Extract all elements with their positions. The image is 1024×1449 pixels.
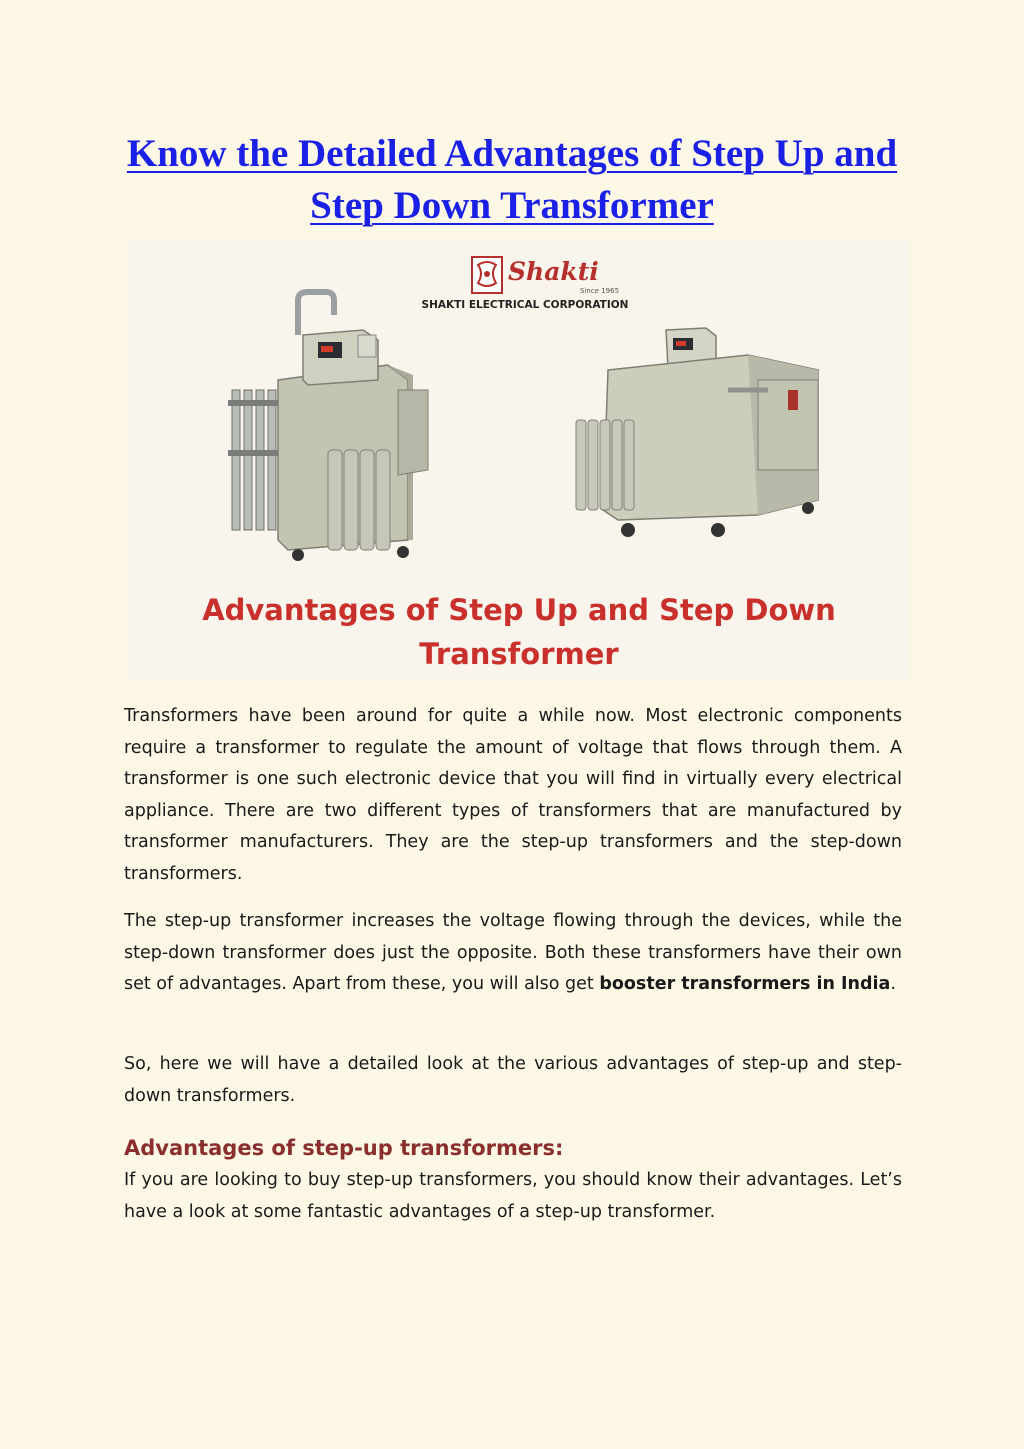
hero-caption: [128, 588, 910, 676]
types-paragraph-text: The step-up transformer increases the voltage flowing through the devices, while the step-down transformer does just the opposite. Both these transformers have their own set of advantages. Apart from these, you will also get: [124, 911, 902, 994]
logo-name: Shakti: [508, 257, 599, 286]
page-title[interactable]: Know the Detailed Advantages of Step Up and Step Down Transformer: [126, 132, 898, 227]
hero-caption-line2: Transformer: [419, 637, 619, 671]
left-transformer: [228, 292, 428, 561]
shakti-logo: [420, 255, 630, 317]
types-paragraph: [124, 906, 902, 1001]
overview-paragraph: So, here we will have a detailed look at the various advantages of step-up and step-down transformers.: [124, 1054, 902, 1106]
right-transformer: [576, 328, 818, 537]
section-heading: Advantages of step-up transformers:: [124, 1136, 564, 1160]
shakti-emblem-icon: [470, 255, 504, 295]
types-paragraph-end: .: [890, 974, 896, 994]
step-up-intro-paragraph: If you are looking to buy step-up transformers, you should know their advantages. Let’s have a look at some fantastic advantages of a step-up transformer.: [124, 1170, 902, 1222]
logo-corporation-name: SHAKTI ELECTRICAL CORPORATION: [421, 299, 629, 311]
logo-since: Since 1965: [580, 287, 620, 295]
intro-paragraph: Transformers have been around for quite a while now. Most electronic components require a transformer to regulate the amount of voltage that flows through them. A transformer is one such electronic device that you will find in virtually every electrical appliance. There are two different types of transformers that are manufactured by transformer manufacturers. They are the step-up transformers and the step-down transformers.: [124, 706, 902, 884]
hero-caption-line1: Advantages of Step Up and Step Down: [202, 593, 836, 627]
booster-transformers-link[interactable]: booster transformers in India: [599, 974, 891, 994]
